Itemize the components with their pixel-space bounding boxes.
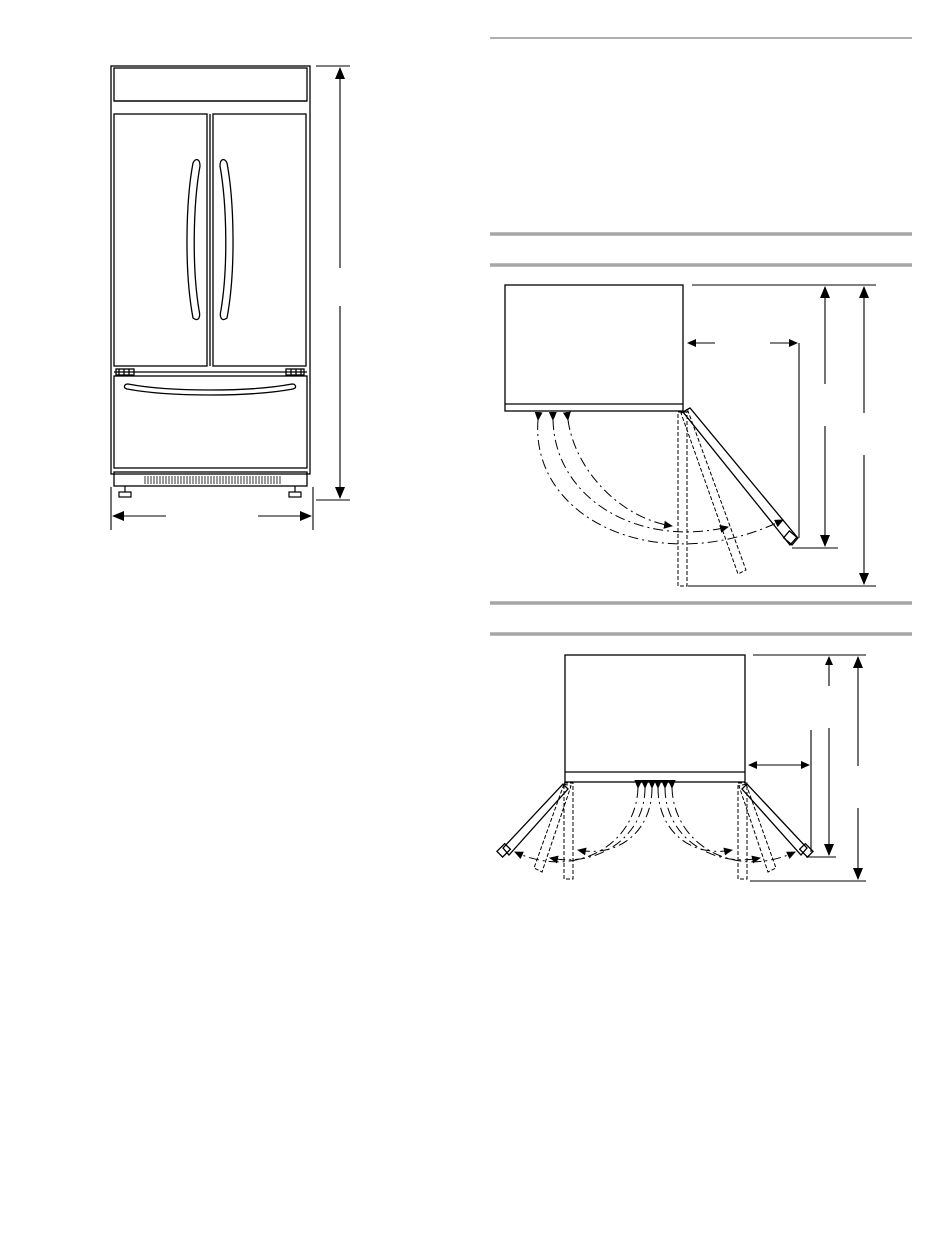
right-door — [213, 114, 306, 366]
right-door-handle — [220, 160, 233, 320]
drawer-handle — [124, 384, 295, 395]
left-door — [114, 114, 207, 366]
left-door-closed-ghost — [564, 783, 573, 879]
width-dimension — [111, 487, 313, 530]
swing-arc-2 — [553, 420, 728, 532]
left-door-open — [503, 784, 568, 855]
top-view-french-doors — [497, 655, 813, 879]
cabinet-top-outline-2 — [565, 655, 745, 782]
door-closed-ghost — [678, 412, 687, 586]
leveling-feet — [119, 486, 301, 497]
refrigerator-front-view — [111, 66, 310, 486]
top-view-single-door — [505, 285, 798, 586]
right-door-open — [742, 784, 807, 855]
left-door-mid-ghost — [534, 784, 571, 872]
door-open — [683, 408, 797, 545]
swing-arc-1 — [568, 420, 672, 526]
section-rules — [490, 38, 912, 634]
top-grille-panel — [114, 68, 307, 101]
right-door-mid-ghost — [739, 784, 776, 872]
height-dimension — [316, 66, 350, 500]
top-view-2-dimensions — [749, 655, 866, 881]
cabinet-top-outline — [505, 285, 683, 411]
left-door-handle — [187, 160, 200, 320]
base-grille-slots — [145, 476, 280, 484]
